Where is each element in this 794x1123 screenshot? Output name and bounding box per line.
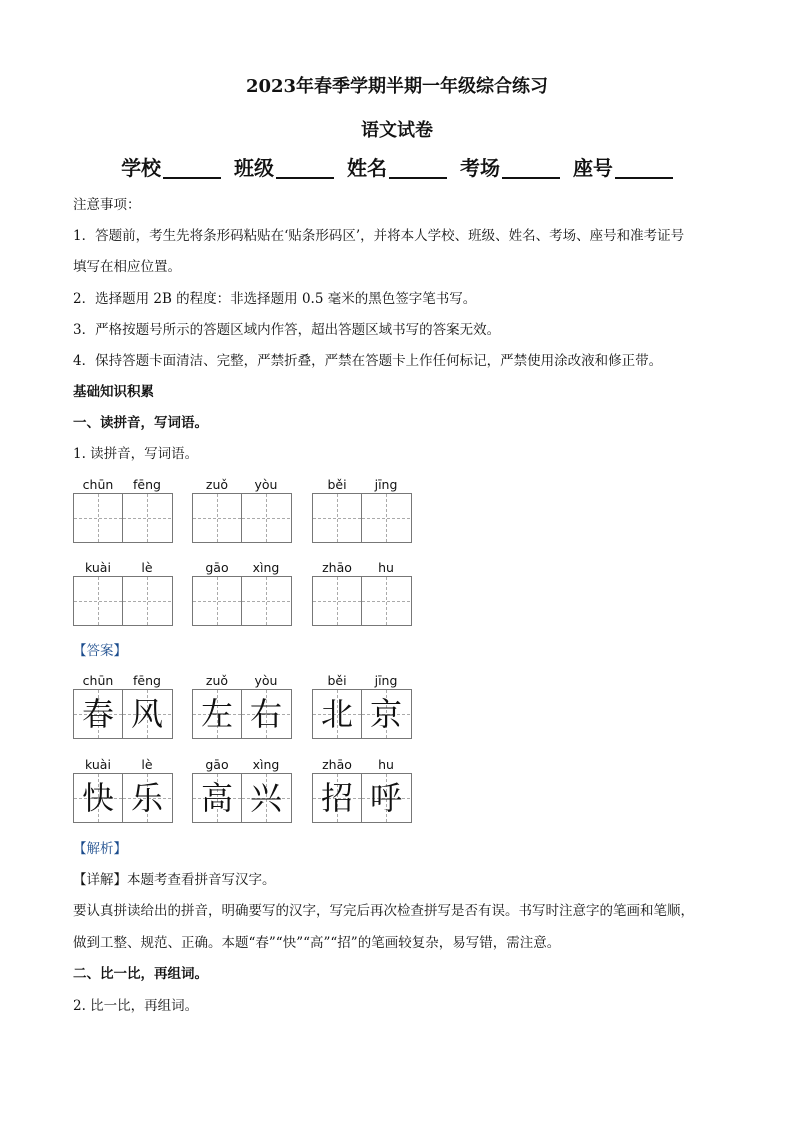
answer-grid	[73, 689, 173, 739]
pinyin-label: yòu	[254, 673, 278, 688]
pinyin-label: jīng	[374, 477, 398, 492]
pinyin-label: kuài	[85, 560, 111, 575]
field-label: 姓名	[347, 156, 387, 180]
answer-grid	[312, 689, 412, 739]
page-subtitle: 语文试卷	[361, 120, 433, 141]
blank-line	[615, 176, 673, 179]
field-exam-room	[460, 152, 560, 181]
writing-grid[interactable]	[312, 576, 412, 626]
pinyin-label: hu	[378, 757, 394, 772]
writing-grid[interactable]	[73, 493, 173, 543]
part2-heading: 二、比一比，再组词。	[73, 966, 208, 982]
pinyin-label: lè	[141, 560, 153, 575]
blank-line	[163, 176, 221, 179]
field-label: 座号	[572, 156, 613, 180]
pinyin-label: yòu	[254, 477, 278, 492]
blank-line	[276, 176, 334, 179]
field-label: 班级	[234, 156, 275, 180]
answer-character: 呼	[369, 779, 402, 817]
field-school	[121, 152, 221, 181]
pinyin-label: kuài	[85, 757, 111, 772]
pinyin-label: xìng	[252, 757, 280, 772]
notice-item-1: 1．答题前，考生先将条形码粘贴在‘贴条形码区’，并将本人学校、班级、姓名、考场、座号和准考证号	[73, 228, 685, 244]
explanation-line-1: 要认真拼读给出的拼音，明确要写的汉字，写完后再次检查拼写是否有误。书写时注意字的笔画和笔顺，	[73, 903, 694, 919]
writing-grid[interactable]	[192, 576, 292, 626]
answer-character: 风	[130, 695, 163, 733]
writing-grid[interactable]	[73, 576, 173, 626]
answer-grid	[192, 689, 292, 739]
question-1: 1. 读拼音，写词语。	[73, 446, 199, 462]
answer-character: 招	[320, 779, 353, 817]
writing-grid[interactable]	[312, 493, 412, 543]
field-label: 考场	[459, 156, 500, 180]
answer-grid	[192, 773, 292, 823]
answer-character: 左	[200, 695, 233, 733]
pinyin-label: xìng	[252, 560, 280, 575]
student-info-fields	[0, 152, 794, 181]
detail-text: 【详解】本题考查看拼音写汉字。	[73, 872, 276, 888]
answer-character: 京	[369, 695, 402, 733]
pinyin-label: lè	[141, 757, 153, 772]
writing-grid[interactable]	[192, 493, 292, 543]
pinyin-label: jīng	[374, 673, 398, 688]
pinyin-label: zhāo	[322, 757, 352, 772]
notice-item-2: 2．选择题用 2B 的程度：非选择题用 0.5 毫米的黑色签字笔书写。	[73, 291, 477, 307]
field-seat	[573, 152, 673, 181]
question-2: 2. 比一比，再组词。	[73, 998, 199, 1014]
answer-character: 右	[249, 695, 282, 733]
section-heading: 基础知识积累	[73, 384, 154, 400]
pinyin-label: běi	[327, 673, 347, 688]
pinyin-label: gāo	[205, 757, 229, 772]
answer-character: 高	[200, 779, 233, 817]
answer-character: 春	[81, 695, 114, 733]
analysis-label: 【解析】	[73, 841, 127, 857]
page-title: 2023年春季学期半期一年级综合练习	[245, 76, 549, 97]
answer-grid	[312, 773, 412, 823]
pinyin-label: zhāo	[322, 560, 352, 575]
pinyin-label: hu	[378, 560, 394, 575]
explanation-line-2: 做到工整、规范、正确。本题“春”“快”“高”“招”的笔画较复杂，易写错，需注意。	[73, 935, 561, 951]
pinyin-label: běi	[327, 477, 347, 492]
pinyin-label: fēng	[133, 477, 161, 492]
notice-item-4: 4．保持答题卡面清洁、完整，严禁折叠，严禁在答题卡上作任何标记，严禁使用涂改液和修正带。	[73, 353, 663, 369]
answer-character: 快	[81, 779, 114, 817]
answer-character: 乐	[130, 779, 163, 817]
pinyin-label: gāo	[205, 560, 229, 575]
answer-character: 北	[320, 695, 353, 733]
notice-item-1-cont: 填写在相应位置。	[73, 259, 181, 275]
blank-line	[389, 176, 447, 179]
answer-label: 【答案】	[73, 643, 127, 659]
notice-item-3: 3．严格按题号所示的答题区域内作答，超出答题区域书写的答案无效。	[73, 322, 501, 338]
pinyin-label: fēng	[133, 673, 161, 688]
field-class	[234, 152, 334, 181]
pinyin-label: zuǒ	[205, 673, 229, 688]
pinyin-label: zuǒ	[205, 477, 229, 492]
pinyin-label: chūn	[82, 477, 114, 492]
answer-character: 兴	[249, 779, 282, 817]
field-name	[347, 152, 447, 181]
part1-heading: 一、读拼音，写词语。	[73, 415, 208, 431]
blank-line	[502, 176, 560, 179]
pinyin-label: chūn	[82, 673, 114, 688]
notice-heading: 注意事项：	[73, 197, 141, 213]
field-label: 学校	[121, 156, 162, 180]
answer-grid	[73, 773, 173, 823]
